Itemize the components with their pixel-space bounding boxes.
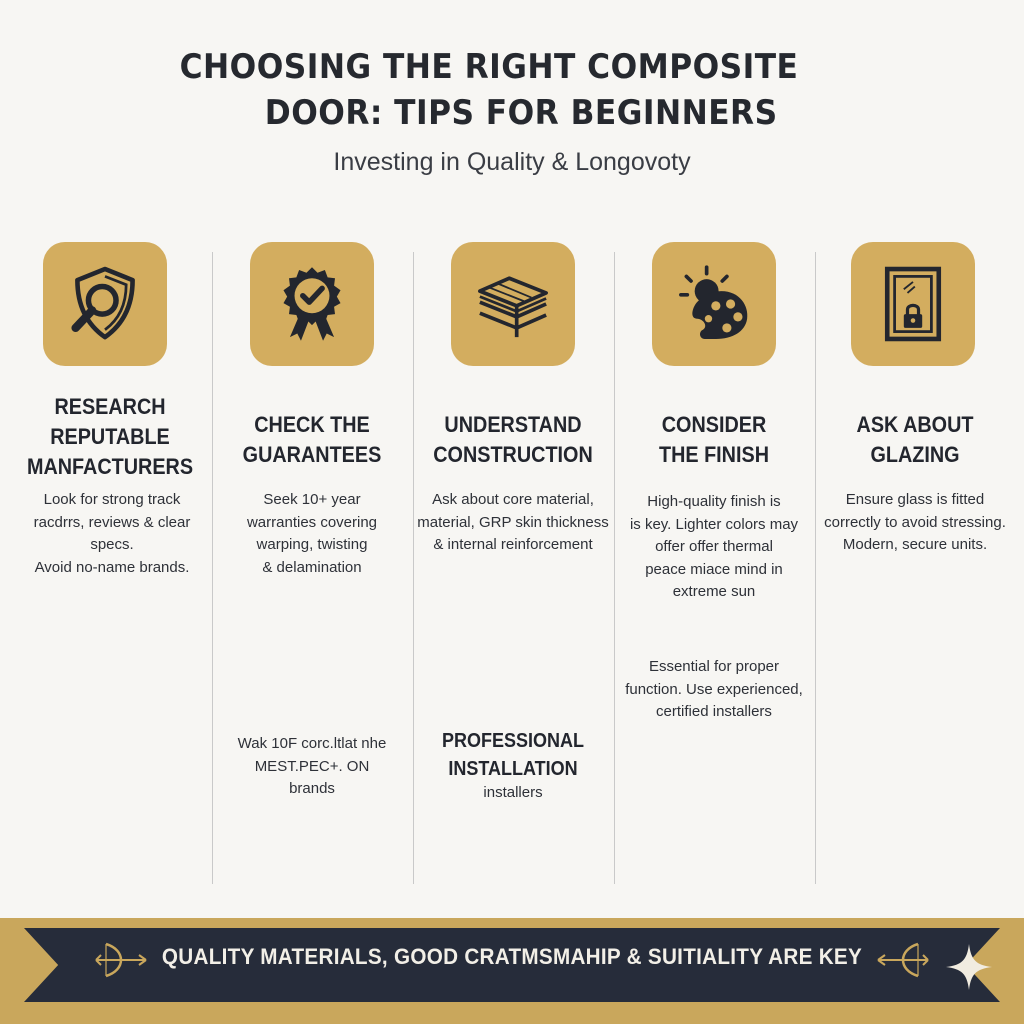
glazed-window-lock-icon xyxy=(867,258,959,350)
tip-heading: UNDERSTAND CONSTRUCTION xyxy=(433,412,593,467)
column-divider xyxy=(815,252,816,884)
page-title xyxy=(41,44,983,136)
title-line-2: DOOR: TIPS FOR BEGINNERS xyxy=(264,93,778,133)
tip-subheading: PROFESSIONAL INSTALLATION xyxy=(441,730,585,780)
tip-note: Wak 10F corc.ltlat nhe MEST.PEC+. ON brands xyxy=(237,735,387,797)
title-line-1: CHOOSING THE RIGHT COMPOSITE xyxy=(179,47,799,87)
footer-banner-text: QUALITY MATERIALS, GOOD CRATMSMAHIP & SUITIALITY ARE KEY xyxy=(161,944,863,969)
sun-palette-icon xyxy=(668,258,760,350)
icon-tile xyxy=(652,242,776,366)
page-subtitle: Investing in Quality & Longovoty xyxy=(333,148,691,176)
tip-heading: CHECK THE GUARANTEES xyxy=(242,412,382,467)
icon-tile xyxy=(43,242,167,366)
shield-magnifier-icon xyxy=(59,258,151,350)
tip-description: Ask about core material, material, GRP skin thickness & internal reinforcement xyxy=(417,491,609,553)
award-ribbon-icon xyxy=(266,258,358,350)
tip-note: Essential for proper function. Use experienced, certified installers xyxy=(625,658,803,720)
icon-tile xyxy=(451,242,575,366)
tip-heading: CONSIDER THE FINISH xyxy=(658,412,769,467)
icon-tile xyxy=(250,242,374,366)
tip-description: Look for strong track racdrrs, reviews & clear specs. Avoid no-name brands. xyxy=(33,491,191,576)
tip-description: High-quality finish is is key. Lighter colors may offer offer thermal peace miace mind in extreme sun xyxy=(629,493,799,600)
tip-description: Ensure glass is fitted correctly to avoid stressing. Modern, secure units. xyxy=(824,491,1006,553)
tip-description: Seek 10+ year warranties covering warping, twisting & delamination xyxy=(246,491,378,576)
tip-heading: RESEARCH REPUTABLE MANFACTURERS xyxy=(26,394,194,479)
tip-heading: ASK ABOUT GLAZING xyxy=(856,412,974,467)
layers-construction-icon xyxy=(467,258,559,350)
tip-note: installers xyxy=(483,784,543,801)
icon-tile xyxy=(851,242,975,366)
